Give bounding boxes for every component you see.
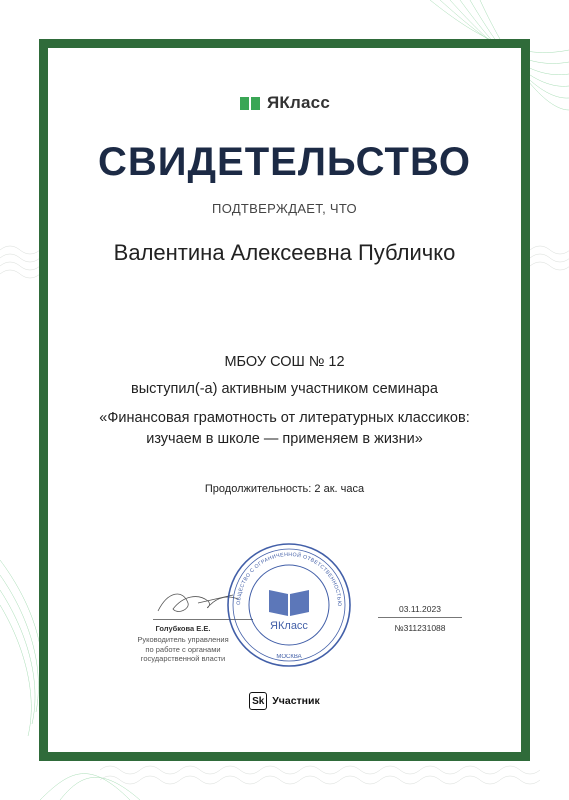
stamp-city: МОСКВА [276, 654, 302, 660]
recipient-name: Валентина Алексеевна Публичко [113, 240, 456, 265]
date-line [378, 617, 462, 618]
issue-date: 03.11.2023 [399, 604, 441, 614]
certificate-frame [39, 39, 530, 761]
stamp-text: ЯКласс [270, 620, 308, 632]
signer-role-line: Руководитель управления [137, 635, 229, 644]
svg-text:ОБЩЕСТВО С ОГРАНИЧЕННОЙ ОТВЕТС: ОБЩЕСТВО С ОГРАНИЧЕННОЙ ОТВЕТСТВЕННОСТЬЮ [235, 551, 343, 607]
skolkovo-icon: Sk [249, 692, 267, 710]
seminar-title-line1: «Финансовая грамотность от литературных классиков: [99, 410, 470, 426]
signer-role-line: государственной власти [140, 654, 226, 663]
logo-text: ЯКласс [267, 93, 330, 112]
certificate-title: СВИДЕТЕЛЬСТВО [98, 140, 471, 184]
date-block [370, 604, 470, 633]
official-stamp [224, 540, 354, 670]
confirms-text: ПОДТВЕРЖДАЕТ, ЧТО [212, 201, 357, 216]
yaklass-logo [48, 93, 521, 113]
seminar-title-line2: изучаем в школе — применяем в жизни» [146, 431, 423, 447]
skolkovo-badge [48, 692, 521, 710]
signer-name: Голубкова Е.Е. [155, 624, 211, 633]
participation-text: выступил(-а) активным участником семинара [131, 381, 438, 397]
school-name: МБОУ СОШ № 12 [224, 354, 345, 370]
skolkovo-label: Участник [272, 695, 320, 707]
signer-role-line: по работе с органами [145, 644, 221, 654]
duration-text: Продолжительность: 2 ак. часа [204, 483, 365, 495]
certificate-number: №311231088 [394, 623, 446, 633]
book-icon [239, 95, 261, 111]
book-icon [269, 590, 309, 616]
